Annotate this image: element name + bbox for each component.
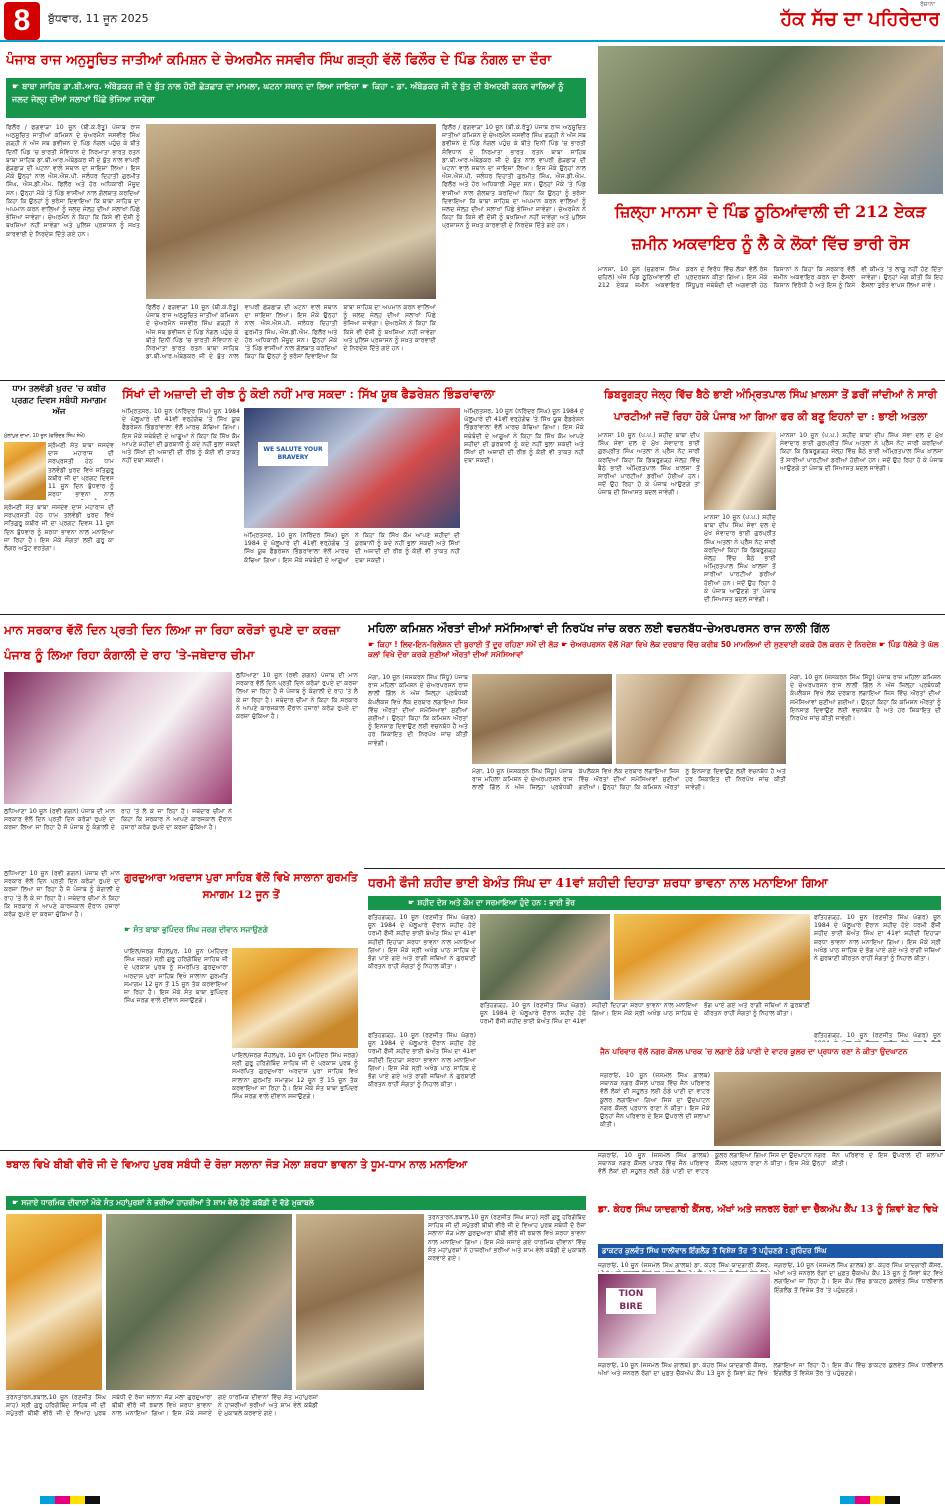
page-date: ਬੁੱਧਵਾਰ, 11 ਜੂਨ 2025	[48, 12, 149, 25]
story9-body-col1b: ਫਤਿਹਗੜ੍ਹ, 10 ਜੂਨ (ਰਣਜੀਤ ਸਿੰਘ ਘੱਗਰ) ਜੂਨ 1984 ਦੇ ਘੱਲੂਘਾਰੇ ਦੌਰਾਨ ਸ਼ਹੀਦ ਹੋਏ ਧਰਮੀ ਫੌਜੀ ਸ਼ਹੀਦ ਭਾਈ ਬੇਅੰਤ ਸਿੰਘ ਦਾ 41ਵਾਂ ਸ਼ਹੀਦੀ ਦਿਹਾੜਾ ਸ਼ਰਧਾ ਭਾਵਨਾ ਨਾਲ ਮਨਾਇਆ ਗਿਆ। ਇਸ ਮੌਕੇ ਸ੍ਰੀ ਅਖੰਡ ਪਾਠ ਸਾਹਿਬ ਦੇ ਭੋਗ ਪਾਏ ਗਏ ਅਤੇ ਰਾਗੀ ਜਥਿਆਂ ਨੇ ਗੁਰਬਾਣੀ ਕੀਰਤਨ ਰਾਹੀਂ ਸੰਗਤਾਂ ਨੂੰ ਨਿਹਾਲ ਕੀਤਾ।	[368, 1032, 476, 1089]
divider-3	[364, 868, 945, 869]
story-cancer-camp	[596, 1152, 945, 1492]
story9-body-col2: ਫਤਿਹਗੜ੍ਹ, 10 ਜੂਨ (ਰਣਜੀਤ ਸਿੰਘ ਘੱਗਰ) ਜੂਨ 1984 ਦੇ ਘੱਲੂਘਾਰੇ ਦੌਰਾਨ ਸ਼ਹੀਦ ਹੋਏ ਧਰਮੀ ਫੌਜੀ ਸ਼ਹੀਦ ਭਾਈ ਬੇਅੰਤ ਸਿੰਘ ਦਾ 41ਵਾਂ ਸ਼ਹੀਦੀ ਦਿਹਾੜਾ ਸ਼ਰਧਾ ਭਾਵਨਾ ਨਾਲ ਮਨਾਇਆ ਗਿਆ। ਇਸ ਮੌਕੇ ਸ੍ਰੀ ਅਖੰਡ ਪਾਠ ਸਾਹਿਬ ਦੇ ਭੋਗ ਪਾਏ ਗਏ ਅਤੇ ਰਾਗੀ ਜਥਿਆਂ ਨੇ ਗੁਰਬਾਣੀ ਕੀਰਤਨ ਰਾਹੀਂ ਸੰਗਤਾਂ ਨੂੰ ਨਿਹਾਲ ਕੀਤਾ।	[480, 1002, 810, 1026]
story-sikh-youth	[118, 382, 588, 614]
story3-photo	[244, 408, 460, 528]
story7-headline: ਮਹਿਲਾ ਕਮਿਸ਼ਨ ਔਰਤਾਂ ਦੀਆਂ ਸਮੱਸਿਆਵਾਂ ਦੀ ਨਿਰਪੱਖ ਜਾਂਚ ਕਰਨ ਲਈ ਵਚਨਬੱਧ-ਚੇਅਰਪਰਸਨ ਰਾਜ ਲਾਲੀ ਗਿੱਲ	[368, 621, 830, 635]
story5-body-cont: ਸ਼੍ਰੋਮਣੀ ਸੰਤ ਬਾਬਾ ਜਸਦੇਵ ਦਾਸ ਮਹਾਰਾਜ ਦੀ ਸਰਪ੍ਰਸਤੀ ਹੇਠ ਧਾਮ ਤਲਵੰਡੀ ਖੁਰਦ ਵਿਖੇ ਸਤਿਗੁਰੂ ਕਬੀਰ ਜੀ ਦਾ ਪ੍ਰਗਟ ਦਿਵਸ 11 ਜੂਨ ਦਿਨ ਬੁੱਧਵਾਰ ਨੂੰ ਸ਼ਰਧਾ ਭਾਵਨਾ ਨਾਲ ਮਨਾਇਆ ਜਾ ਰਿਹਾ ਹੈ। ਇਸ ਮੌਕੇ ਸੰਗਤਾਂ ਲਈ ਗੁਰੂ ਕਾ ਲੰਗਰ ਅਤੁੱਟ ਵਰਤੇਗਾ।	[4, 504, 114, 553]
story9-photo1	[480, 914, 610, 1000]
story12-headline: ਡਾ. ਕੇਹਰ ਸਿੰਘ ਯਾਦਗਾਰੀ ਕੈਂਸਰ, ਅੱਖਾਂ ਅਤੇ ਜਨਰਲ ਰੋਗਾਂ ਦਾ ਚੈੱਕਅੱਪ ਕੈਂਪ 13 ਨੂੰ ਸ਼ਿਵਾਂ ਬੇਟ ਵਿਖੇ	[598, 1204, 938, 1215]
story5-body: ਸ਼੍ਰੋਮਣੀ ਸੰਤ ਬਾਬਾ ਜਸਦੇਵ ਦਾਸ ਮਹਾਰਾਜ ਦੀ ਸਰਪ੍ਰਸਤੀ ਹੇਠ ਧਾਮ ਤਲਵੰਡੀ ਖੁਰਦ ਵਿਖੇ ਸਤਿਗੁਰੂ ਕਬੀਰ ਜੀ ਦਾ ਪ੍ਰਗਟ ਦਿਵਸ 11 ਜੂਨ ਦਿਨ ਬੁੱਧਵਾਰ ਨੂੰ ਸ਼ਰਧਾ ਭਾਵਨਾ ਨਾਲ	[48, 442, 114, 499]
story7-photo1	[472, 674, 612, 764]
story3-sign: WE SALUTE YOUR BRAVERY	[258, 442, 328, 466]
story4-body-col2: ਮਾਨਸਾ 10 ਜੂਨ (ਪ.ਪ.) ਸ਼ਹੀਦ ਬਾਬਾ ਦੀਪ ਸਿੰਘ ਸੇਵਾ ਦਲ ਦੇ ਮੁੱਖ ਸੇਵਾਦਾਰ ਭਾਈ ਗੁਰਪ੍ਰੀਤ ਸਿੰਘ ਅਤਲਾ ਨੇ ਪ੍ਰੈੱਸ ਨੋਟ ਜਾਰੀ ਕਰਦਿਆਂ ਕਿਹਾ ਕਿ ਡਿਬਰੂਗੜ੍ਹ ਜੇਲ੍ਹ ਵਿੱਚ ਬੈਠੇ ਭਾਈ ਅੰਮ੍ਰਿਤਪਾਲ ਸਿੰਘ ਖ਼ਾਲਸਾ ਤੋਂ ਸਾਰੀਆਂ ਪਾਰਟੀਆਂ ਡਰੀਆਂ ਹੋਈਆਂ ਹਨ। ਜਦੋਂ ਉਹ ਰਿਹਾ ਹੋ ਕੇ ਪੰਜਾਬ ਆਉਣਗੇ ਤਾਂ ਪੰਜਾਬ ਦੀ ਸਿਆਸਤ ਬਦਲ ਜਾਵੇਗੀ।	[780, 432, 943, 472]
story9-body-col3b: ਫਤਿਹਗੜ੍ਹ, 10 ਜੂਨ (ਰਣਜੀਤ ਸਿੰਘ ਘੱਗਰ) ਜੂਨ	[814, 1032, 941, 1039]
story1-headline: ਪੰਜਾਬ ਰਾਜ ਅਨੁਸੂਚਿਤ ਜਾਤੀਆਂ ਕਮਿਸ਼ਨ ਦੇ ਚੇਅਰਮੈਨ ਜਸਵੀਰ ਸਿੰਘ ਗੜ੍ਹੀ ਵੱਲੋਂ ਫਿਲੌਰ ਦੇ ਪਿੰਡ ਨੰਗਲ ਦਾ ਦੌਰਾ	[6, 52, 552, 68]
story9-photo2	[614, 914, 810, 1000]
story3-body-col1: ਅੰਮ੍ਰਿਤਸਰ, 10 ਜੂਨ (ਨਰਿੰਦਰ ਸਿੰਘ) ਜੂਨ 1984 ਦੇ ਘੱਲੂਘਾਰੇ ਦੀ 41ਵੀਂ ਵਰ੍ਹੇਗੰਢ 'ਤੇ ਸਿੱਖ ਯੂਥ ਫੈਡਰੇਸ਼ਨ ਭਿੰਡਰਾਂਵਾਲਾ ਵੱਲੋਂ ਮਾਰਚ ਕੱਢਿਆ ਗਿਆ। ਇਸ ਮੌਕੇ ਜਥੇਬੰਦੀ ਦੇ ਆਗੂਆਂ ਨੇ ਕਿਹਾ ਕਿ ਸਿੱਖ ਕੌਮ ਆਪਣੇ ਸ਼ਹੀਦਾਂ ਦੀ ਕੁਰਬਾਨੀ ਨੂੰ ਕਦੇ ਨਹੀਂ ਭੁਲਾ ਸਕਦੀ ਅਤੇ ਸਿੱਖਾਂ ਦੀ ਅਜ਼ਾਦੀ ਦੀ ਰੀਝ ਨੂੰ ਕੋਈ ਵੀ ਤਾਕਤ ਨਹੀਂ ਦਬਾ ਸਕਦੀ।	[122, 408, 240, 465]
story6-body-cont: ਲੁਧਿਆਣਾ 10 ਜੂਨ (ਰਵੀ ਗਗਨ) ਪੰਜਾਬ ਦੀ ਮਾਨ ਸਰਕਾਰ ਵੱਲੋਂ ਦਿਨ ਪ੍ਰਤੀ ਦਿਨ ਕਰੋੜਾਂ ਰੁਪਏ ਦਾ ਕਰਜ਼ਾ ਲਿਆ ਜਾ ਰਿਹਾ ਹੈ ਜੋ ਪੰਜਾਬ ਨੂੰ ਕੰਗਾਲੀ ਦੇ ਰਾਹ 'ਤੇ ਲੈ ਕੇ ਜਾ ਰਿਹਾ ਹੈ। ਜਥੇਦਾਰ ਚੀਮਾ ਨੇ ਕਿਹਾ ਕਿ ਸਰਕਾਰ ਨੇ ਆਪਣੇ ਕਾਰਜਕਾਲ ਦੌਰਾਨ ਹਜ਼ਾਰਾਂ ਕਰੋੜ ਰੁਪਏ ਦਾ ਕਰਜ਼ਾ ਚੁੱਕਿਆ ਹੈ।	[4, 870, 120, 919]
page-number-box	[4, 2, 40, 40]
registration-bar-left	[40, 1496, 100, 1504]
story8-strap: ☛ ਸੰਤ ਬਾਬਾ ਭੁਪਿੰਦਰ ਸਿੰਘ ਜਰਗ ਦੀਵਾਨ ਸਜਾਉਣਗੇ	[124, 925, 268, 934]
story-mansa-land	[596, 44, 945, 378]
story5-byline: ਮੁੱਲਾਂਪੁਰ ਦਾਖਾ, 10 ਜੂਨ (ਵਰਿੰਦਰ ਸਿੰਘ ਸੇਖੋਂ)	[4, 433, 85, 439]
story8-photo	[232, 948, 358, 1048]
story4-headline: ਡਿਬਰੂਗੜ੍ਹ ਜੇਲ੍ਹ ਵਿੱਚ ਬੈਠੇ ਭਾਈ ਅੰਮ੍ਰਿਤਪਾਲ ਸਿੰਘ ਖ਼ਾਲਸਾ ਤੋਂ ਡਰੀਂ ਜਾਂਦੀਆਂ ਨੇ ਸਾਰੀ ਪਾਰਟੀਆਂ ਜਦੋਂ ਰਿਹਾ ਹੋਕੇ ਪੰਜਾਬ ਆ ਗਿਆ ਫਰ ਕੀ ਬਣੂ ਇਹਨਾਂ ਦਾ : ਭਾਈ ਅਤਲਾ	[603, 389, 938, 423]
story-gurmat-samagam	[0, 868, 362, 1148]
story10-headline: ਜੈਨ ਪਰਿਵਾਰ ਵੱਲੋਂ ਨਗਰ ਕੌਂਸਲ ਪਾਰਕ 'ਚ ਲਗਾਏ ਠੰਡੇ ਪਾਣੀ ਦੇ ਵਾਟਰ ਕੂਲਰ ਦਾ ਪ੍ਰਧਾਨ ਰਣਾ ਨੇ ਕੀਤਾ ਉਦਘਾਟਨ	[600, 1047, 908, 1056]
story9-body-col1: ਫਤਿਹਗੜ੍ਹ, 10 ਜੂਨ (ਰਣਜੀਤ ਸਿੰਘ ਘੱਗਰ) ਜੂਨ 1984 ਦੇ ਘੱਲੂਘਾਰੇ ਦੌਰਾਨ ਸ਼ਹੀਦ ਹੋਏ ਧਰਮੀ ਫੌਜੀ ਸ਼ਹੀਦ ਭਾਈ ਬੇਅੰਤ ਸਿੰਘ ਦਾ 41ਵਾਂ ਸ਼ਹੀਦੀ ਦਿਹਾੜਾ ਸ਼ਰਧਾ ਭਾਵਨਾ ਨਾਲ ਮਨਾਇਆ ਗਿਆ। ਇਸ ਮੌਕੇ ਸ੍ਰੀ ਅਖੰਡ ਪਾਠ ਸਾਹਿਬ ਦੇ ਭੋਗ ਪਾਏ ਗਏ ਅਤੇ ਰਾਗੀ ਜਥਿਆਂ ਨੇ ਗੁਰਬਾਣੀ ਕੀਰਤਨ ਰਾਹੀਂ ਸੰਗਤਾਂ ਨੂੰ ਨਿਹਾਲ ਕੀਤਾ।	[368, 914, 476, 971]
story12-strap: ਡਾਕਟਰ ਕੁਲਵੰਤ ਸਿੰਘ ਧਾਲੀਵਾਲ ਇੰਗਲੈਂਡ ਤੋਂ ਵਿਸ਼ੇਸ਼ ਤੌਰ 'ਤੇ ਪਹੁੰਚਣਗੇ : ਗੁਰਿੰਦਰ ਸਿੰਘ	[598, 1244, 943, 1258]
story1-photo	[146, 124, 436, 299]
story6-photo	[4, 672, 232, 804]
divider-1	[0, 380, 945, 381]
story11-photo3	[296, 1214, 424, 1390]
story4-body-col1: ਮਾਨਸਾ 10 ਜੂਨ (ਪ.ਪ.) ਸ਼ਹੀਦ ਬਾਬਾ ਦੀਪ ਸਿੰਘ ਸੇਵਾ ਦਲ ਦੇ ਮੁੱਖ ਸੇਵਾਦਾਰ ਭਾਈ ਗੁਰਪ੍ਰੀਤ ਸਿੰਘ ਅਤਲਾ ਨੇ ਪ੍ਰੈੱਸ ਨੋਟ ਜਾਰੀ ਕਰਦਿਆਂ ਕਿਹਾ ਕਿ ਡਿਬਰੂਗੜ੍ਹ ਜੇਲ੍ਹ ਵਿੱਚ ਬੈਠੇ ਭਾਈ ਅੰਮ੍ਰਿਤਪਾਲ ਸਿੰਘ ਖ਼ਾਲਸਾ ਤੋਂ ਸਾਰੀਆਂ ਪਾਰਟੀਆਂ ਡਰੀਆਂ ਹੋਈਆਂ ਹਨ। ਜਦੋਂ ਉਹ ਰਿਹਾ ਹੋ ਕੇ ਪੰਜਾਬ ਆਉਣਗੇ ਤਾਂ ਪੰਜਾਬ ਦੀ ਸਿਆਸਤ ਬਦਲ ਜਾਵੇਗੀ।	[598, 432, 700, 497]
story12-body-col1: ਜਗਰਾਓਂ, 10 ਜੂਨ (ਜਸਮੇਲ ਸਿੰਘ ਗਾਲਬ) ਡਾ. ਕੇਹਰ ਸਿੰਘ ਯਾਦਗਾਰੀ ਕੈਂਸਰ,	[598, 1262, 770, 1269]
story8-body-col1: ਪਾਇਲ/ਜਰਗ ਜੌਹਲਪੁਰ, 10 ਜੂਨ (ਮਹਿੰਦਰ ਸਿੰਘ ਜਰਗ) ਸ੍ਰੀ ਗੁਰੂ ਹਰਿਗੋਬਿੰਦ ਸਾਹਿਬ ਜੀ ਦੇ ਪ੍ਰਕਾਸ਼ ਪੁਰਬ ਨੂੰ ਸਮਰਪਿਤ ਗੁਰਦੁਆਰਾ ਅਰਦਾਸ ਪੁਰਾ ਸਾਹਿਬ ਵਿਖੇ ਸਾਲਾਨਾ ਗੁਰਮਤਿ ਸਮਾਗਮ 12 ਜੂਨ ਤੋਂ 15 ਜੂਨ ਤੱਕ ਕਰਵਾਇਆ ਜਾ ਰਿਹਾ ਹੈ। ਇਸ ਮੌਕੇ ਸੰਤ ਬਾਬਾ ਭੁਪਿੰਦਰ ਸਿੰਘ ਜਰਗ ਵਾਲੇ ਦੀਵਾਨ ਸਜਾਉਣਗੇ।	[124, 948, 228, 1005]
page-header	[0, 0, 945, 42]
divider-4	[0, 1150, 945, 1151]
story9-body-col3: ਫਤਿਹਗੜ੍ਹ, 10 ਜੂਨ (ਰਣਜੀਤ ਸਿੰਘ ਘੱਗਰ) ਜੂਨ 1984 ਦੇ ਘੱਲੂਘਾਰੇ ਦੌਰਾਨ ਸ਼ਹੀਦ ਹੋਏ ਧਰਮੀ ਫੌਜੀ ਸ਼ਹੀਦ ਭਾਈ ਬੇਅੰਤ ਸਿੰਘ ਦਾ 41ਵਾਂ ਸ਼ਹੀਦੀ ਦਿਹਾੜਾ ਸ਼ਰਧਾ ਭਾਵਨਾ ਨਾਲ ਮਨਾਇਆ ਗਿਆ। ਇਸ ਮੌਕੇ ਸ੍ਰੀ ਅਖੰਡ ਪਾਠ ਸਾਹਿਬ ਦੇ ਭੋਗ ਪਾਏ ਗਏ ਅਤੇ ਰਾਗੀ ਜਥਿਆਂ ਨੇ ਗੁਰਬਾਣੀ ਕੀਰਤਨ ਰਾਹੀਂ ਸੰਗਤਾਂ ਨੂੰ ਨਿਹਾਲ ਕੀਤਾ।	[814, 914, 941, 963]
story5-headline: ਧਾਮ ਤਲਵੰਡੀ ਖੁਰਦ 'ਚ ਕਬੀਰ ਪ੍ਰਗਟ ਦਿਵਸ ਸਬੰਧੀ ਸਮਾਗਮ ਅੱਜ	[11, 384, 107, 417]
story12-body-bottom: ਜਗਰਾਓਂ, 10 ਜੂਨ (ਜਸਮੇਲ ਸਿੰਘ ਗਾਲਬ) ਡਾ. ਕੇਹਰ ਸਿੰਘ ਯਾਦਗਾਰੀ ਕੈਂਸਰ, ਅੱਖਾਂ ਅਤੇ ਜਨਰਲ ਰੋਗਾਂ ਦਾ ਮੁਫ਼ਤ ਚੈੱਕਅੱਪ ਕੈਂਪ 13 ਜੂਨ ਨੂੰ ਸ਼ਿਵਾਂ ਬੇਟ ਵਿਖੇ ਲਗਾਇਆ ਜਾ ਰਿਹਾ ਹੈ। ਇਸ ਕੈਂਪ ਵਿੱਚ ਡਾਕਟਰ ਕੁਲਵੰਤ ਸਿੰਘ ਧਾਲੀਵਾਲ ਇੰਗਲੈਂਡ ਤੋਂ ਵਿਸ਼ੇਸ਼ ਤੌਰ 'ਤੇ ਪਹੁੰਚਣਗੇ।	[598, 1362, 943, 1378]
story12-bus-text: TION BIRE	[606, 1288, 656, 1314]
story2-headline: ਜ਼ਿਲ੍ਹਾ ਮਾਨਸਾ ਦੇ ਪਿੰਡ ਠੂਠਿਆਂਵਾਲੀ ਦੀ 212 ਏਕੜ ਜ਼ਮੀਨ ਅਕਵਾਇਰ ਨੂੰ ਲੈ ਕੇ ਲੋਕਾਂ ਵਿੱਚ ਭਾਰੀ ਰੋਸ	[614, 202, 927, 253]
story7-body-col2: ਮੋਗਾ, 10 ਜੂਨ (ਜਸਕਰਨ ਸਿੰਘ ਸਿੱਧੂ) ਪੰਜਾਬ ਰਾਜ ਮਹਿਲਾ ਕਮਿਸ਼ਨ ਦੇ ਚੇਅਰਪਰਸਨ ਰਾਜ ਲਾਲੀ ਗਿੱਲ ਨੇ ਅੱਜ ਜ਼ਿਲ੍ਹਾ ਪ੍ਰਬੰਧਕੀ ਕੰਪਲੈਕਸ ਵਿਖੇ ਲੋਕ ਦਰਬਾਰ ਲਗਾਇਆ ਜਿਸ ਵਿੱਚ ਔਰਤਾਂ ਦੀਆਂ ਸਮੱਸਿਆਵਾਂ ਸੁਣੀਆਂ ਗਈਆਂ। ਉਨ੍ਹਾਂ ਕਿਹਾ ਕਿ ਕਮਿਸ਼ਨ ਔਰਤਾਂ ਨੂੰ ਇਨਸਾਫ਼ ਦਿਵਾਉਣ ਲਈ ਵਚਨਬੱਧ ਹੈ ਅਤੇ ਹਰ ਸ਼ਿਕਾਇਤ ਦੀ ਨਿਰਪੱਖ ਜਾਂਚ ਕੀਤੀ ਜਾਵੇਗੀ।	[472, 768, 786, 792]
story11-photo1	[6, 1214, 102, 1390]
story-water-cooler	[364, 1032, 945, 1148]
page-number: 8	[13, 4, 31, 37]
masthead-title: ਹੱਕ ਸੱਚ ਦਾ ਪਹਿਰੇਦਾਰ	[780, 8, 940, 30]
story12-bus-photo	[598, 1274, 770, 1358]
story-kabir-diwas	[0, 382, 116, 614]
story3-headline: ਸਿੱਖਾਂ ਦੀ ਅਜ਼ਾਦੀ ਦੀ ਰੀਝ ਨੂੰ ਕੋਈ ਨਹੀਂ ਮਾਰ ਸਕਦਾ : ਸਿੱਖ ਯੂਥ ਫੈਡਰੇਸ਼ਨ ਭਿੰਡਰਾਂਵਾਲਾ	[122, 387, 495, 401]
story7-strap: ☛ ਕਿਹਾ ! ਲਿਵ-ਇਨ-ਰਿਲੇਸ਼ਨ ਦੀ ਬੁਰਾਈ ਤੋਂ ਦੂਰ ਰਹਿਣਾ ਸਮੇਂ ਦੀ ਲੋੜ ☛ ਚੇਅਰਪਰਸਨ ਵੱਲੋਂ ਮੋਗਾ ਵਿਖੇ ਲੋਕ ਦਰਬਾਰ ਵਿੱਚ ਕਰੀਬ 50 ਮਾਮਲਿਆਂ ਦੀ ਸੁਣਵਾਈ ਕਰਕੇ ਹੱਲ ਕਰਨ ਦੇ ਨਿਰਦੇਸ਼ ☛ ਪਿੰਡ ਧੱਲੇਕੇ ਤੇ ਘੱਲ ਕਲਾਂ ਵਿਖੇ ਦੌਰਾ ਕਰਕੇ ਸੁਣੀਆਂ ਔਰਤਾਂ ਦੀਆਂ ਸਮੱਸਿਆਵਾਂ	[368, 640, 939, 659]
story10-body: ਜਗਰਾਓਂ, 10 ਜੂਨ (ਜਸਮੇਲ ਸਿੰਘ ਗਾਲਬ) ਸਥਾਨਕ ਨਗਰ ਕੌਂਸਲ ਪਾਰਕ ਵਿੱਚ ਜੈਨ ਪਰਿਵਾਰ ਵੱਲੋਂ ਲੋਕਾਂ ਦੀ ਸਹੂਲਤ ਲਈ ਠੰਡੇ ਪਾਣੀ ਦਾ ਵਾਟਰ ਕੂਲਰ ਲਗਾਇਆ ਗਿਆ ਜਿਸ ਦਾ ਉਦਘਾਟਨ ਨਗਰ ਕੌਂਸਲ ਪ੍ਰਧਾਨ ਰਾਣਾ ਨੇ ਕੀਤਾ। ਇਸ ਮੌਕੇ ਉਨ੍ਹਾਂ ਜੈਨ ਪਰਿਵਾਰ ਦੇ ਇਸ ਉਪਰਾਲੇ ਦੀ ਸ਼ਲਾਘਾ ਕੀਤੀ।	[600, 1072, 710, 1129]
story4-body-col2b: ਮਾਨਸਾ 10 ਜੂਨ (ਪ.ਪ.) ਸ਼ਹੀਦ ਬਾਬਾ ਦੀਪ ਸਿੰਘ ਸੇਵਾ ਦਲ ਦੇ ਮੁੱਖ ਸੇਵਾਦਾਰ ਭਾਈ ਗੁਰਪ੍ਰੀਤ ਸਿੰਘ ਅਤਲਾ ਨੇ ਪ੍ਰੈੱਸ ਨੋਟ ਜਾਰੀ ਕਰਦਿਆਂ ਕਿਹਾ ਕਿ ਡਿਬਰੂਗੜ੍ਹ ਜੇਲ੍ਹ ਵਿੱਚ ਬੈਠੇ ਭਾਈ ਅੰਮ੍ਰਿਤਪਾਲ ਸਿੰਘ ਖ਼ਾਲਸਾ ਤੋਂ ਸਾਰੀਆਂ ਪਾਰਟੀਆਂ ਡਰੀਆਂ ਹੋਈਆਂ ਹਨ। ਜਦੋਂ ਉਹ ਰਿਹਾ ਹੋ ਕੇ ਪੰਜਾਬ ਆਉਣਗੇ ਤਾਂ ਪੰਜਾਬ ਦੀ ਸਿਆਸਤ ਬਦਲ ਜਾਵੇਗੀ।	[704, 514, 776, 604]
story7-body-col3: ਮੋਗਾ, 10 ਜੂਨ (ਜਸਕਰਨ ਸਿੰਘ ਸਿੱਧੂ) ਪੰਜਾਬ ਰਾਜ ਮਹਿਲਾ ਕਮਿਸ਼ਨ ਦੇ ਚੇਅਰਪਰਸਨ ਰਾਜ ਲਾਲੀ ਗਿੱਲ ਨੇ ਅੱਜ ਜ਼ਿਲ੍ਹਾ ਪ੍ਰਬੰਧਕੀ ਕੰਪਲੈਕਸ ਵਿਖੇ ਲੋਕ ਦਰਬਾਰ ਲਗਾਇਆ ਜਿਸ ਵਿੱਚ ਔਰਤਾਂ ਦੀਆਂ ਸਮੱਸਿਆਵਾਂ ਸੁਣੀਆਂ ਗਈਆਂ। ਉਨ੍ਹਾਂ ਕਿਹਾ ਕਿ ਕਮਿਸ਼ਨ ਔਰਤਾਂ ਨੂੰ ਇਨਸਾਫ਼ ਦਿਵਾਉਣ ਲਈ ਵਚਨਬੱਧ ਹੈ ਅਤੇ ਹਰ ਸ਼ਿਕਾਇਤ ਦੀ ਨਿਰਪੱਖ ਜਾਂਚ ਕੀਤੀ ਜਾਵੇਗੀ।	[790, 674, 941, 723]
story-sc-commission	[0, 44, 590, 378]
header-rule	[0, 40, 945, 42]
story3-body-col2: ਅੰਮ੍ਰਿਤਸਰ, 10 ਜੂਨ (ਨਰਿੰਦਰ ਸਿੰਘ) ਜੂਨ 1984 ਦੇ ਘੱਲੂਘਾਰੇ ਦੀ 41ਵੀਂ ਵਰ੍ਹੇਗੰਢ 'ਤੇ ਸਿੱਖ ਯੂਥ ਫੈਡਰੇਸ਼ਨ ਭਿੰਡਰਾਂਵਾਲਾ ਵੱਲੋਂ ਮਾਰਚ ਕੱਢਿਆ ਗਿਆ। ਇਸ ਮੌਕੇ ਜਥੇਬੰਦੀ ਦੇ ਆਗੂਆਂ ਨੇ ਕਿਹਾ ਕਿ ਸਿੱਖ ਕੌਮ ਆਪਣੇ ਸ਼ਹੀਦਾਂ ਦੀ ਕੁਰਬਾਨੀ ਨੂੰ ਕਦੇ ਨਹੀਂ ਭੁਲਾ ਸਕਦੀ ਅਤੇ ਸਿੱਖਾਂ ਦੀ ਅਜ਼ਾਦੀ ਦੀ ਰੀਝ ਨੂੰ ਕੋਈ ਵੀ ਤਾਕਤ ਨਹੀਂ ਦਬਾ ਸਕਦੀ।	[244, 532, 460, 564]
story7-body-col1: ਮੋਗਾ, 10 ਜੂਨ (ਜਸਕਰਨ ਸਿੰਘ ਸਿੱਧੂ) ਪੰਜਾਬ ਰਾਜ ਮਹਿਲਾ ਕਮਿਸ਼ਨ ਦੇ ਚੇਅਰਪਰਸਨ ਰਾਜ ਲਾਲੀ ਗਿੱਲ ਨੇ ਅੱਜ ਜ਼ਿਲ੍ਹਾ ਪ੍ਰਬੰਧਕੀ ਕੰਪਲੈਕਸ ਵਿਖੇ ਲੋਕ ਦਰਬਾਰ ਲਗਾਇਆ ਜਿਸ ਵਿੱਚ ਔਰਤਾਂ ਦੀਆਂ ਸਮੱਸਿਆਵਾਂ ਸੁਣੀਆਂ ਗਈਆਂ। ਉਨ੍ਹਾਂ ਕਿਹਾ ਕਿ ਕਮਿਸ਼ਨ ਔਰਤਾਂ ਨੂੰ ਇਨਸਾਫ਼ ਦਿਵਾਉਣ ਲਈ ਵਚਨਬੱਧ ਹੈ ਅਤੇ ਹਰ ਸ਼ਿਕਾਇਤ ਦੀ ਨਿਰਪੱਖ ਜਾਂਚ ਕੀਤੀ ਜਾਵੇਗੀ।	[368, 674, 468, 747]
story-jhabal-mela	[0, 1152, 590, 1492]
story9-strap: ☛ ਸ਼ਹੀਦ ਦੇਸ਼ ਅਤੇ ਕੌਮ ਦਾ ਸਰਮਾਇਆ ਹੁੰਦੇ ਹਨ : ਭਾਈ ਭੌਰ	[368, 896, 941, 910]
story1-body-col3: ਫਿਲੌਰ / ਫਗਵਾੜਾ 10 ਜੂਨ (ਬੀ.ਕੇ.ਰੱਤੂ) ਪੰਜਾਬ ਰਾਜ ਅਨੁਸੂਚਿਤ ਜਾਤੀਆਂ ਕਮਿਸ਼ਨ ਦੇ ਚੇਅਰਮੈਨ ਜਸਵੀਰ ਸਿੰਘ ਗੜ੍ਹੀ ਨੇ ਅੱਜ ਸਬ ਡਵੀਜ਼ਨ ਦੇ ਪਿੰਡ ਨੰਗਲ ਪਹੁੰਚ ਕੇ ਬੀਤੇ ਦਿਨੀਂ ਪਿੰਡ 'ਚ ਭਾਰਤੀ ਸੰਵਿਧਾਨ ਦੇ ਨਿਰਮਾਤਾ ਭਾਰਤ ਰਤਨ ਬਾਬਾ ਸਾਹਿਬ ਡਾ.ਬੀ.ਆਰ.ਅੰਬੇਡਕਰ ਜੀ ਦੇ ਬੁੱਤ ਨਾਲ ਵਾਪਰੀ ਛੇੜਛਾੜ ਦੀ ਘਟਨਾ ਵਾਲੇ ਸਥਾਨ ਦਾ ਜਾਇਜ਼ਾ ਲਿਆ। ਇਸ ਮੌਕੇ ਉਨ੍ਹਾਂ ਨਾਲ ਐਸ.ਐਸ.ਪੀ. ਜਲੰਧਰ ਦਿਹਾਤੀ ਗੁਰਮੀਤ ਸਿੰਘ, ਐਸ.ਡੀ.ਐਮ. ਫਿਲੌਰ ਅਤੇ ਹੋਰ ਅਧਿਕਾਰੀ ਮੌਜੂਦ ਸਨ। ਉਨ੍ਹਾਂ ਮੌਕੇ 'ਤੇ ਪਿੰਡ ਵਾਸੀਆਂ ਨਾਲ ਗੱਲਬਾਤ ਕਰਦਿਆਂ ਕਿਹਾ ਕਿ ਉਨ੍ਹਾਂ ਨੂੰ ਭਰੋਸਾ ਦਿਵਾਇਆ ਕਿ ਬਾਬਾ ਸਾਹਿਬ ਦਾ ਅਪਮਾਨ ਕਰਨ ਵਾਲਿਆਂ ਨੂੰ ਜਲਦ ਜੇਲ੍ਹ ਦੀਆਂ ਸਲਾਖਾਂ ਪਿੱਛੇ ਭੇਜਿਆ ਜਾਵੇਗਾ। ਚੇਅਰਮੈਨ ਨੇ ਕਿਹਾ ਕਿ ਕਿਸੇ ਵੀ ਦੋਸ਼ੀ ਨੂੰ ਬਖਸ਼ਿਆ ਨਹੀਂ ਜਾਵੇਗਾ ਅਤੇ ਪੁਲਿਸ ਪ੍ਰਸ਼ਾਸਨ ਨੂੰ ਸਖ਼ਤ ਕਾਰਵਾਈ ਦੇ ਨਿਰਦੇਸ਼ ਦਿੱਤੇ ਗਏ ਹਨ।	[442, 124, 586, 230]
story9-headline: ਧਰਮੀ ਫੌਜੀ ਸ਼ਹੀਦ ਭਾਈ ਬੇਅੰਤ ਸਿੰਘ ਦਾ 41ਵਾਂ ਸ਼ਹੀਦੀ ਦਿਹਾੜਾ ਸ਼ਰਧਾ ਭਾਵਨਾ ਨਾਲ ਮਨਾਇਆ ਗਿਆ	[368, 875, 828, 890]
story1-body-col2: ਫਿਲੌਰ / ਫਗਵਾੜਾ 10 ਜੂਨ (ਬੀ.ਕੇ.ਰੱਤੂ) ਪੰਜਾਬ ਰਾਜ ਅਨੁਸੂਚਿਤ ਜਾਤੀਆਂ ਕਮਿਸ਼ਨ ਦੇ ਚੇਅਰਮੈਨ ਜਸਵੀਰ ਸਿੰਘ ਗੜ੍ਹੀ ਨੇ ਅੱਜ ਸਬ ਡਵੀਜ਼ਨ ਦੇ ਪਿੰਡ ਨੰਗਲ ਪਹੁੰਚ ਕੇ ਬੀਤੇ ਦਿਨੀਂ ਪਿੰਡ 'ਚ ਭਾਰਤੀ ਸੰਵਿਧਾਨ ਦੇ ਨਿਰਮਾਤਾ ਭਾਰਤ ਰਤਨ ਬਾਬਾ ਸਾਹਿਬ ਡਾ.ਬੀ.ਆਰ.ਅੰਬੇਡਕਰ ਜੀ ਦੇ ਬੁੱਤ ਨਾਲ ਵਾਪਰੀ ਛੇੜਛਾੜ ਦੀ ਘਟਨਾ ਵਾਲੇ ਸਥਾਨ ਦਾ ਜਾਇਜ਼ਾ ਲਿਆ। ਇਸ ਮੌਕੇ ਉਨ੍ਹਾਂ ਨਾਲ ਐਸ.ਐਸ.ਪੀ. ਜਲੰਧਰ ਦਿਹਾਤੀ ਗੁਰਮੀਤ ਸਿੰਘ, ਐਸ.ਡੀ.ਐਮ. ਫਿਲੌਰ ਅਤੇ ਹੋਰ ਅਧਿਕਾਰੀ ਮੌਜੂਦ ਸਨ। ਉਨ੍ਹਾਂ ਮੌਕੇ 'ਤੇ ਪਿੰਡ ਵਾਸੀਆਂ ਨਾਲ ਗੱਲਬਾਤ ਕਰਦਿਆਂ ਕਿਹਾ ਕਿ ਉਨ੍ਹਾਂ ਨੂੰ ਭਰੋਸਾ ਦਿਵਾਇਆ ਕਿ ਬਾਬਾ ਸਾਹਿਬ ਦਾ ਅਪਮਾਨ ਕਰਨ ਵਾਲਿਆਂ ਨੂੰ ਜਲਦ ਜੇਲ੍ਹ ਦੀਆਂ ਸਲਾਖਾਂ ਪਿੱਛੇ ਭੇਜਿਆ ਜਾਵੇਗਾ। ਚੇਅਰਮੈਨ ਨੇ ਕਿਹਾ ਕਿ ਕਿਸੇ ਵੀ ਦੋਸ਼ੀ ਨੂੰ ਬਖਸ਼ਿਆ ਨਹੀਂ ਜਾਵੇਗਾ ਅਤੇ ਪੁਲਿਸ ਪ੍ਰਸ਼ਾਸਨ ਨੂੰ ਸਖ਼ਤ ਕਾਰਵਾਈ ਦੇ ਨਿਰਦੇਸ਼ ਦਿੱਤੇ ਗਏ ਹਨ।	[146, 304, 436, 361]
story11-body-col4: ਤਰਨਤਾਰਨ,ਝਬਾਲ,10 ਜੂਨ (ਰਣਜੀਤ ਸਿੰਘ ਸ਼ਾਹ) ਸ੍ਰੀ ਗੁਰੂ ਹਰਿਗੋਬਿੰਦ ਸਾਹਿਬ ਜੀ ਦੀ ਸਪੁੱਤਰੀ ਬੀਬੀ ਵੀਰੋ ਜੀ ਦੇ ਵਿਆਹ ਪੁਰਬ ਸਬੰਧੀ ਦੋ ਰੋਜ਼ਾ ਸਲਾਨਾ ਜੋੜ ਮੇਲਾ ਗੁਰਦੁਆਰਾ ਬੀਬੀ ਵੀਰੋ ਜੀ ਝਬਾਲ ਵਿਖੇ ਸ਼ਰਧਾ ਭਾਵਨਾ ਨਾਲ ਮਨਾਇਆ ਗਿਆ। ਇਸ ਮੌਕੇ ਸਜਾਏ ਗਏ ਧਾਰਮਿਕ ਦੀਵਾਨਾਂ ਵਿੱਚ ਸੰਤ ਮਹਾਂਪੁਰਸ਼ਾਂ ਨੇ ਹਾਜ਼ਰੀਆਂ ਭਰੀਆਂ ਅਤੇ ਸ਼ਾਮ ਵੇਲੇ ਕਬੱਡੀ ਦੇ ਮੁਕਾਬਲੇ ਕਰਵਾਏ ਗਏ।	[428, 1214, 586, 1263]
story8-headline: ਗੁਰਦੁਆਰਾ ਅਰਦਾਸ ਪੁਰਾ ਸਾਹਿਬ ਵੱਲੋਂ ਵਿਖੇ ਸਾਲਾਨਾ ਗੁਰਮਤਿ ਸਮਾਗਮ 12 ਜੂਨ ਤੋਂ	[124, 872, 358, 901]
story4-photo	[704, 432, 776, 510]
story3-body-col3: ਅੰਮ੍ਰਿਤਸਰ, 10 ਜੂਨ (ਨਰਿੰਦਰ ਸਿੰਘ) ਜੂਨ 1984 ਦੇ ਘੱਲੂਘਾਰੇ ਦੀ 41ਵੀਂ ਵਰ੍ਹੇਗੰਢ 'ਤੇ ਸਿੱਖ ਯੂਥ ਫੈਡਰੇਸ਼ਨ ਭਿੰਡਰਾਂਵਾਲਾ ਵੱਲੋਂ ਮਾਰਚ ਕੱਢਿਆ ਗਿਆ। ਇਸ ਮੌਕੇ ਜਥੇਬੰਦੀ ਦੇ ਆਗੂਆਂ ਨੇ ਕਿਹਾ ਕਿ ਸਿੱਖ ਕੌਮ ਆਪਣੇ ਸ਼ਹੀਦਾਂ ਦੀ ਕੁਰਬਾਨੀ ਨੂੰ ਕਦੇ ਨਹੀਂ ਭੁਲਾ ਸਕਦੀ ਅਤੇ ਸਿੱਖਾਂ ਦੀ ਅਜ਼ਾਦੀ ਦੀ ਰੀਝ ਨੂੰ ਕੋਈ ਵੀ ਤਾਕਤ ਨਹੀਂ ਦਬਾ ਸਕਦੀ।	[464, 408, 584, 465]
story11-strap: ☛ ਸਜਾਏ ਧਾਰਮਿਕ ਦੀਵਾਨਾਂ ਮੌਕੇ ਸੰਤ ਮਹਾਂਪੁਰਸ਼ਾਂ ਨੇ ਭਰੀਆਂ ਹਾਜ਼ਰੀਆਂ ਤੇ ਸ਼ਾਮ ਵੇਲੇ ਹੋਏ ਕਬੱਡੀ ਦੇ ਵੱਡੇ ਮੁਕਾਬਲੇ	[6, 1196, 586, 1210]
story1-body-col1: ਫਿਲੌਰ / ਫਗਵਾੜਾ 10 ਜੂਨ (ਬੀ.ਕੇ.ਰੱਤੂ) ਪੰਜਾਬ ਰਾਜ ਅਨੁਸੂਚਿਤ ਜਾਤੀਆਂ ਕਮਿਸ਼ਨ ਦੇ ਚੇਅਰਮੈਨ ਜਸਵੀਰ ਸਿੰਘ ਗੜ੍ਹੀ ਨੇ ਅੱਜ ਸਬ ਡਵੀਜ਼ਨ ਦੇ ਪਿੰਡ ਨੰਗਲ ਪਹੁੰਚ ਕੇ ਬੀਤੇ ਦਿਨੀਂ ਪਿੰਡ 'ਚ ਭਾਰਤੀ ਸੰਵਿਧਾਨ ਦੇ ਨਿਰਮਾਤਾ ਭਾਰਤ ਰਤਨ ਬਾਬਾ ਸਾਹਿਬ ਡਾ.ਬੀ.ਆਰ.ਅੰਬੇਡਕਰ ਜੀ ਦੇ ਬੁੱਤ ਨਾਲ ਵਾਪਰੀ ਛੇੜਛਾੜ ਦੀ ਘਟਨਾ ਵਾਲੇ ਸਥਾਨ ਦਾ ਜਾਇਜ਼ਾ ਲਿਆ। ਇਸ ਮੌਕੇ ਉਨ੍ਹਾਂ ਨਾਲ ਐਸ.ਐਸ.ਪੀ. ਜਲੰਧਰ ਦਿਹਾਤੀ ਗੁਰਮੀਤ ਸਿੰਘ, ਐਸ.ਡੀ.ਐਮ. ਫਿਲੌਰ ਅਤੇ ਹੋਰ ਅਧਿਕਾਰੀ ਮੌਜੂਦ ਸਨ। ਉਨ੍ਹਾਂ ਮੌਕੇ 'ਤੇ ਪਿੰਡ ਵਾਸੀਆਂ ਨਾਲ ਗੱਲਬਾਤ ਕਰਦਿਆਂ ਕਿਹਾ ਕਿ ਉਨ੍ਹਾਂ ਨੂੰ ਭਰੋਸਾ ਦਿਵਾਇਆ ਕਿ ਬਾਬਾ ਸਾਹਿਬ ਦਾ ਅਪਮਾਨ ਕਰਨ ਵਾਲਿਆਂ ਨੂੰ ਜਲਦ ਜੇਲ੍ਹ ਦੀਆਂ ਸਲਾਖਾਂ ਪਿੱਛੇ ਭੇਜਿਆ ਜਾਵੇਗਾ। ਚੇਅਰਮੈਨ ਨੇ ਕਿਹਾ ਕਿ ਕਿਸੇ ਵੀ ਦੋਸ਼ੀ ਨੂੰ ਬਖਸ਼ਿਆ ਨਹੀਂ ਜਾਵੇਗਾ ਅਤੇ ਪੁਲਿਸ ਪ੍ਰਸ਼ਾਸਨ ਨੂੰ ਸਖ਼ਤ ਕਾਰਵਾਈ ਦੇ ਨਿਰਦੇਸ਼ ਦਿੱਤੇ ਗਏ ਹਨ।	[6, 124, 140, 238]
story10-photo	[714, 1072, 941, 1146]
story2-photo	[598, 46, 943, 194]
registration-bar-right	[840, 1496, 900, 1504]
story8-body-col2: ਪਾਇਲ/ਜਰਗ ਜੌਹਲਪੁਰ, 10 ਜੂਨ (ਮਹਿੰਦਰ ਸਿੰਘ ਜਰਗ) ਸ੍ਰੀ ਗੁਰੂ ਹਰਿਗੋਬਿੰਦ ਸਾਹਿਬ ਜੀ ਦੇ ਪ੍ਰਕਾਸ਼ ਪੁਰਬ ਨੂੰ ਸਮਰਪਿਤ ਗੁਰਦੁਆਰਾ ਅਰਦਾਸ ਪੁਰਾ ਸਾਹਿਬ ਵਿਖੇ ਸਾਲਾਨਾ ਗੁਰਮਤਿ ਸਮਾਗਮ 12 ਜੂਨ ਤੋਂ 15 ਜੂਨ ਤੱਕ ਕਰਵਾਇਆ ਜਾ ਰਿਹਾ ਹੈ। ਇਸ ਮੌਕੇ ਸੰਤ ਬਾਬਾ ਭੁਪਿੰਦਰ ਸਿੰਘ ਜਰਗ ਵਾਲੇ ਦੀਵਾਨ ਸਜਾਉਣਗੇ।	[232, 1052, 358, 1101]
story-amritpal	[596, 382, 945, 614]
story12-body-col2: ਜਗਰਾਓਂ, 10 ਜੂਨ (ਜਸਮੇਲ ਸਿੰਘ ਗਾਲਬ) ਡਾ. ਕੇਹਰ ਸਿੰਘ ਯਾਦਗਾਰੀ ਕੈਂਸਰ, ਅੱਖਾਂ ਅਤੇ ਜਨਰਲ ਰੋਗਾਂ ਦਾ ਮੁਫ਼ਤ ਚੈੱਕਅੱਪ ਕੈਂਪ 13 ਜੂਨ ਨੂੰ ਸ਼ਿਵਾਂ ਬੇਟ ਵਿਖੇ ਲਗਾਇਆ ਜਾ ਰਿਹਾ ਹੈ। ਇਸ ਕੈਂਪ ਵਿੱਚ ਡਾਕਟਰ ਕੁਲਵੰਤ ਸਿੰਘ ਧਾਲੀਵਾਲ ਇੰਗਲੈਂਡ ਤੋਂ ਵਿਸ਼ੇਸ਼ ਤੌਰ 'ਤੇ ਪਹੁੰਚਣਗੇ।	[774, 1262, 943, 1294]
story6-headline: ਮਾਨ ਸਰਕਾਰ ਵੱਲੋਂ ਦਿਨ ਪ੍ਰਤੀ ਦਿਨ ਲਿਆ ਜਾ ਰਿਹਾ ਕਰੋੜਾਂ ਰੁਪਏ ਦਾ ਕਰਜ਼ਾ ਪੰਜਾਬ ਨੂੰ ਲਿਆ ਰਿਹਾ ਕੰਗਾਲੀ ਦੇ ਰਾਹ 'ਤੇ-ਜਥੇਦਾਰ ਚੀਮਾ	[4, 623, 341, 662]
story5-photo	[4, 442, 46, 500]
story7-photo2	[616, 674, 786, 764]
divider-2	[0, 614, 945, 615]
story11-photo2	[106, 1214, 292, 1390]
story1-strap: ☛ ਬਾਬਾ ਸਾਹਿਬ ਡਾ.ਬੀ.ਆਰ. ਅੰਬੇਡਕਰ ਜੀ ਦੇ ਬੁੱਤ ਨਾਲ ਹੋਈ ਛੇੜਛਾੜ ਦਾ ਮਾਮਲਾ, ਘਟਨਾ ਸਥਾਨ ਦਾ ਲਿਆ ਜਾਇਜ਼ਾ ☛ ਕਿਹਾ - ਡਾ. ਅੰਬੇਡਕਰ ਜੀ ਦੇ ਬੁੱਤ ਦੀ ਬੇਅਦਬੀ ਕਰਨ ਵਾਲਿਆਂ ਨੂੰ ਜਲਦ ਜੇਲ੍ਹ ਦੀਆਂ ਸਲਾਖਾਂ ਪਿੱਛੇ ਭੇਜਿਆ ਜਾਵੇਗਾ	[6, 78, 586, 118]
masthead-small: ਰੋਜ਼ਾਨਾ	[920, 1, 935, 8]
story6-body-col3: ਲੁਧਿਆਣਾ 10 ਜੂਨ (ਰਵੀ ਗਗਨ) ਪੰਜਾਬ ਦੀ ਮਾਨ ਸਰਕਾਰ ਵੱਲੋਂ ਦਿਨ ਪ੍ਰਤੀ ਦਿਨ ਕਰੋੜਾਂ ਰੁਪਏ ਦਾ ਕਰਜ਼ਾ ਲਿਆ ਜਾ ਰਿਹਾ ਹੈ ਜੋ ਪੰਜਾਬ ਨੂੰ ਕੰਗਾਲੀ ਦੇ ਰਾਹ 'ਤੇ ਲੈ ਕੇ ਜਾ ਰਿਹਾ ਹੈ। ਜਥੇਦਾਰ ਚੀਮਾ ਨੇ ਕਿਹਾ ਕਿ ਸਰਕਾਰ ਨੇ ਆਪਣੇ ਕਾਰਜਕਾਲ ਦੌਰਾਨ ਹਜ਼ਾਰਾਂ ਕਰੋੜ ਰੁਪਏ ਦਾ ਕਰਜ਼ਾ ਚੁੱਕਿਆ ਹੈ।	[236, 672, 358, 721]
story11-body: ਤਰਨਤਾਰਨ,ਝਬਾਲ,10 ਜੂਨ (ਰਣਜੀਤ ਸਿੰਘ ਸ਼ਾਹ) ਸ੍ਰੀ ਗੁਰੂ ਹਰਿਗੋਬਿੰਦ ਸਾਹਿਬ ਜੀ ਦੀ ਸਪੁੱਤਰੀ ਬੀਬੀ ਵੀਰੋ ਜੀ ਦੇ ਵਿਆਹ ਪੁਰਬ ਸਬੰਧੀ ਦੋ ਰੋਜ਼ਾ ਸਲਾਨਾ ਜੋੜ ਮੇਲਾ ਗੁਰਦੁਆਰਾ ਬੀਬੀ ਵੀਰੋ ਜੀ ਝਬਾਲ ਵਿਖੇ ਸ਼ਰਧਾ ਭਾਵਨਾ ਨਾਲ ਮਨਾਇਆ ਗਿਆ। ਇਸ ਮੌਕੇ ਸਜਾਏ ਗਏ ਧਾਰਮਿਕ ਦੀਵਾਨਾਂ ਵਿੱਚ ਸੰਤ ਮਹਾਂਪੁਰਸ਼ਾਂ ਨੇ ਹਾਜ਼ਰੀਆਂ ਭਰੀਆਂ ਅਤੇ ਸ਼ਾਮ ਵੇਲੇ ਕਬੱਡੀ ਦੇ ਮੁਕਾਬਲੇ ਕਰਵਾਏ ਗਏ।	[6, 1394, 318, 1418]
story2-body: ਮਾਨਸਾ, 10 ਜੂਨ (ਜੁਗਰਾਜ ਸਿੰਘ ਚਹਿਲ) ਅੱਜ ਪਿੰਡ ਠੂਠਿਆਂਵਾਲੀ ਦੀ 212 ਏਕੜ ਜ਼ਮੀਨ ਅਕਵਾਇਰ ਕਰਨ ਦੇ ਵਿਰੋਧ ਵਿੱਚ ਲੋਕਾਂ ਵੱਲੋਂ ਰੋਸ ਪ੍ਰਦਰਸ਼ਨ ਕੀਤਾ ਗਿਆ। ਇਸ ਮੌਕੇ ਸਿੱਧੂਪੁਰ ਜਥੇਬੰਦੀ ਦੀ ਅਗਵਾਈ ਹੇਠ ਕਿਸਾਨਾਂ ਨੇ ਕਿਹਾ ਕਿ ਸਰਕਾਰ ਵੱਲੋਂ ਜ਼ਮੀਨ ਅਕਵਾਇਰ ਕਰਨ ਦਾ ਫੈਸਲਾ ਕਿਸਾਨ ਵਿਰੋਧੀ ਹੈ ਅਤੇ ਇਸ ਨੂੰ ਕਿਸੇ ਵੀ ਕੀਮਤ 'ਤੇ ਲਾਗੂ ਨਹੀਂ ਹੋਣ ਦਿੱਤਾ ਜਾਵੇਗਾ। ਉਨ੍ਹਾਂ ਮੰਗ ਕੀਤੀ ਕਿ ਇਹ ਫੈਸਲਾ ਤੁਰੰਤ ਵਾਪਸ ਲਿਆ ਜਾਵੇ।	[598, 266, 943, 290]
story-cheema-debt	[0, 616, 362, 866]
story10-body-cont: ਜਗਰਾਓਂ, 10 ਜੂਨ (ਜਸਮੇਲ ਸਿੰਘ ਗਾਲਬ) ਸਥਾਨਕ ਨਗਰ ਕੌਂਸਲ ਪਾਰਕ ਵਿੱਚ ਜੈਨ ਪਰਿਵਾਰ ਵੱਲੋਂ ਲੋਕਾਂ ਦੀ ਸਹੂਲਤ ਲਈ ਠੰਡੇ ਪਾਣੀ ਦਾ ਵਾਟਰ ਕੂਲਰ ਲਗਾਇਆ ਗਿਆ ਜਿਸ ਦਾ ਉਦਘਾਟਨ ਨਗਰ ਕੌਂਸਲ ਪ੍ਰਧਾਨ ਰਾਣਾ ਨੇ ਕੀਤਾ। ਇਸ ਮੌਕੇ ਉਨ੍ਹਾਂ ਜੈਨ ਪਰਿਵਾਰ ਦੇ ਇਸ ਉਪਰਾਲੇ ਦੀ ਸ਼ਲਾਘਾ ਕੀਤੀ।	[598, 1152, 943, 1176]
story6-body-col1: ਲੁਧਿਆਣਾ 10 ਜੂਨ (ਰਵੀ ਗਗਨ) ਪੰਜਾਬ ਦੀ ਮਾਨ ਸਰਕਾਰ ਵੱਲੋਂ ਦਿਨ ਪ੍ਰਤੀ ਦਿਨ ਕਰੋੜਾਂ ਰੁਪਏ ਦਾ ਕਰਜ਼ਾ ਲਿਆ ਜਾ ਰਿਹਾ ਹੈ ਜੋ ਪੰਜਾਬ ਨੂੰ ਕੰਗਾਲੀ ਦੇ ਰਾਹ 'ਤੇ ਲੈ ਕੇ ਜਾ ਰਿਹਾ ਹੈ। ਜਥੇਦਾਰ ਚੀਮਾ ਨੇ ਕਿਹਾ ਕਿ ਸਰਕਾਰ ਨੇ ਆਪਣੇ ਕਾਰਜਕਾਲ ਦੌਰਾਨ ਹਜ਼ਾਰਾਂ ਕਰੋੜ ਰੁਪਏ ਦਾ ਕਰਜ਼ਾ ਚੁੱਕਿਆ ਹੈ।	[4, 808, 232, 832]
story11-headline: ਝਬਾਲ ਵਿਖੇ ਬੀਬੀ ਵੀਰੋ ਜੀ ਦੇ ਵਿਆਹ ਪੁਰਬ ਸਬੰਧੀ ਦੋ ਰੋਜ਼ਾ ਸਲਾਨਾ ਜੋੜ ਮੇਲਾ ਸ਼ਰਧਾ ਭਾਵਨਾ ਤੇ ਧੂਮ-ਧਾਮ ਨਾਲ ਮਨਾਇਆ	[6, 1159, 468, 1171]
story-women-commission	[364, 616, 945, 866]
